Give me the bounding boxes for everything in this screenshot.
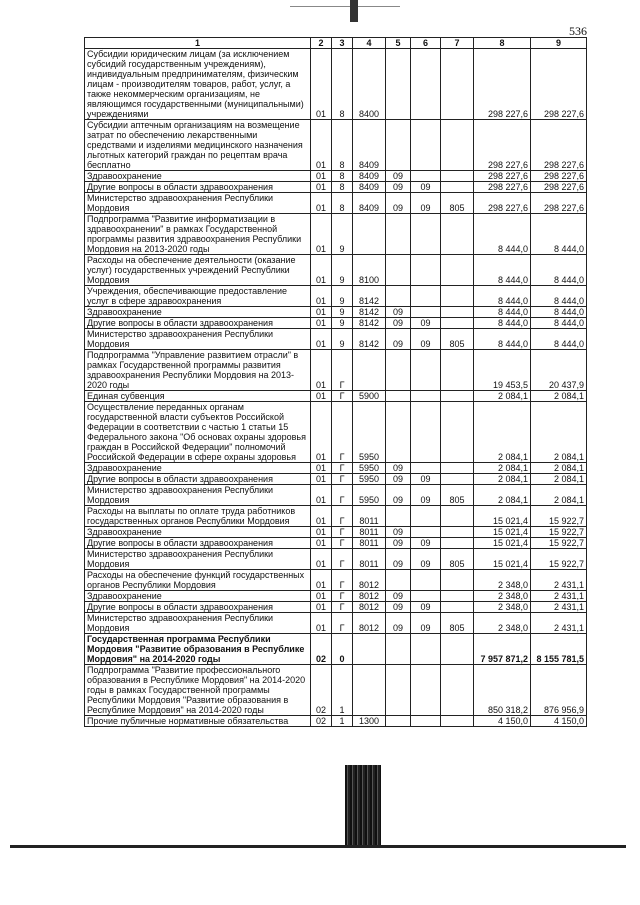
row-name-cell: Государственная программа Республики Мордовия "Развитие образования в Республике Мордовия" на 2014-2020 годы [85,634,311,665]
row-name-cell: Здравоохранение [85,591,311,602]
scan-artifact-mark [350,0,358,22]
code-subprogram-cell: Г [332,391,353,402]
code-ministry-cell [441,634,474,665]
code-subsection-cell [411,463,441,474]
scan-artifact-bottom-line [10,845,626,848]
header-cell: 6 [411,38,441,49]
code-section-cell: 09 [386,538,411,549]
amount-year2-cell: 20 437,9 [531,350,587,391]
table-row [85,318,587,329]
code-section-cell: 09 [386,182,411,193]
amount-year2-cell: 2 431,1 [531,602,587,613]
code-section-cell: 09 [386,329,411,350]
code-subsection-cell: 09 [411,193,441,214]
code-subsection-cell [411,214,441,255]
row-name-cell: Здравоохранение [85,307,311,318]
code-program-cell: 01 [311,307,332,318]
code-subsection-cell [411,171,441,182]
code-section-cell [386,391,411,402]
code-program-cell: 02 [311,665,332,716]
code-subprogram-cell: 9 [332,286,353,307]
amount-year2-cell: 2 084,1 [531,474,587,485]
code-subprogram-cell: Г [332,538,353,549]
row-name-cell: Другие вопросы в области здравоохранения [85,318,311,329]
table-row [85,591,587,602]
code-program-cell: 01 [311,463,332,474]
row-name-cell: Подпрограмма "Управление развитием отрасли" в рамках Государственной программы развития здравоохранения Республики Мордовия на 2013-2020 годы [85,350,311,391]
code-ministry-cell [441,286,474,307]
code-program-cell: 01 [311,193,332,214]
row-name-cell: Подпрограмма "Развитие профессионального образования в Республике Мордовия" на 2014-2020 годы в рамках Государственной программы Республики Мордовия "Развитие образования в Республике Мордовия" на 2014-2020 годы [85,665,311,716]
code-subprogram-cell: 8 [332,171,353,182]
code-section-cell [386,506,411,527]
amount-year2-cell: 15 922,7 [531,506,587,527]
code-subsection-cell [411,665,441,716]
scan-artifact-blot [345,765,381,845]
code-direction-cell: 8012 [353,602,386,613]
code-program-cell: 01 [311,255,332,286]
row-name-cell: Министерство здравоохранения Республики Мордовия [85,549,311,570]
amount-year1-cell: 2 084,1 [474,485,531,506]
code-subsection-cell: 09 [411,318,441,329]
table-row [85,527,587,538]
table-row [85,307,587,318]
amount-year2-cell: 298 227,6 [531,120,587,171]
header-cell: 1 [85,38,311,49]
header-cell: 2 [311,38,332,49]
code-subsection-cell: 09 [411,474,441,485]
amount-year2-cell: 8 155 781,5 [531,634,587,665]
amount-year2-cell: 298 227,6 [531,193,587,214]
table-row [85,214,587,255]
code-direction-cell: 8409 [353,182,386,193]
table-row [85,634,587,665]
amount-year2-cell: 15 922,7 [531,527,587,538]
amount-year2-cell: 8 444,0 [531,214,587,255]
code-program-cell: 01 [311,49,332,120]
code-ministry-cell [441,402,474,463]
amount-year2-cell: 2 431,1 [531,613,587,634]
code-subprogram-cell: 1 [332,716,353,727]
table-row [85,49,587,120]
amount-year2-cell: 8 444,0 [531,318,587,329]
code-subsection-cell [411,591,441,602]
amount-year1-cell: 298 227,6 [474,193,531,214]
code-ministry-cell [441,255,474,286]
code-subprogram-cell: 8 [332,182,353,193]
header-cell: 5 [386,38,411,49]
code-subsection-cell [411,286,441,307]
amount-year1-cell: 2 084,1 [474,474,531,485]
code-ministry-cell: 805 [441,549,474,570]
amount-year2-cell: 8 444,0 [531,286,587,307]
amount-year1-cell: 2 084,1 [474,402,531,463]
table-row [85,402,587,463]
code-ministry-cell [441,120,474,171]
code-section-cell [386,402,411,463]
amount-year1-cell: 15 021,4 [474,549,531,570]
code-direction-cell: 8142 [353,318,386,329]
table-row [85,570,587,591]
code-direction-cell [353,350,386,391]
code-subprogram-cell: Г [332,570,353,591]
header-cell: 4 [353,38,386,49]
code-ministry-cell [441,591,474,602]
code-subsection-cell: 09 [411,602,441,613]
code-subprogram-cell: Г [332,602,353,613]
code-direction-cell: 8409 [353,193,386,214]
code-ministry-cell [441,391,474,402]
amount-year2-cell: 298 227,6 [531,182,587,193]
header-cell: 3 [332,38,353,49]
table-row [85,538,587,549]
amount-year1-cell: 2 084,1 [474,463,531,474]
row-name-cell: Другие вопросы в области здравоохранения [85,474,311,485]
code-section-cell [386,665,411,716]
code-ministry-cell [441,602,474,613]
code-subsection-cell [411,49,441,120]
code-subprogram-cell: Г [332,402,353,463]
code-direction-cell: 8142 [353,329,386,350]
amount-year1-cell: 2 084,1 [474,391,531,402]
code-subsection-cell [411,307,441,318]
code-section-cell [386,286,411,307]
code-direction-cell: 5950 [353,474,386,485]
code-section-cell: 09 [386,549,411,570]
row-name-cell: Расходы на обеспечение функций государственных органов Республики Мордовия [85,570,311,591]
code-subprogram-cell: Г [332,463,353,474]
amount-year1-cell: 8 444,0 [474,214,531,255]
code-ministry-cell [441,506,474,527]
code-direction-cell: 8409 [353,120,386,171]
amount-year1-cell: 8 444,0 [474,307,531,318]
code-direction-cell: 8100 [353,255,386,286]
code-subprogram-cell: Г [332,474,353,485]
amount-year1-cell: 15 021,4 [474,506,531,527]
amount-year1-cell: 8 444,0 [474,329,531,350]
code-section-cell: 09 [386,613,411,634]
code-subprogram-cell: Г [332,527,353,538]
amount-year1-cell: 2 348,0 [474,602,531,613]
amount-year1-cell: 2 348,0 [474,591,531,602]
row-name-cell: Расходы на обеспечение деятельности (оказание услуг) государственных учреждений Республики Мордовия [85,255,311,286]
amount-year2-cell: 8 444,0 [531,255,587,286]
code-subprogram-cell: Г [332,549,353,570]
code-subprogram-cell: Г [332,506,353,527]
code-ministry-cell: 805 [441,193,474,214]
code-section-cell [386,570,411,591]
table-row [85,255,587,286]
row-name-cell: Министерство здравоохранения Республики Мордовия [85,193,311,214]
code-ministry-cell [441,182,474,193]
row-name-cell: Другие вопросы в области здравоохранения [85,538,311,549]
row-name-cell: Расходы на выплаты по оплате труда работников государственных органов Республики Мордовия [85,506,311,527]
code-direction-cell: 8012 [353,613,386,634]
row-name-cell: Субсидии юридическим лицам (за исключением субсидий государственным учреждениям), индивидуальным предпринимателям, физическим лицам - производителям товаров, работ, услуг, а также некоммерческим организациям, не являющимся государственными (муниципальными) учреждениями [85,49,311,120]
code-subsection-cell [411,391,441,402]
code-subprogram-cell: 1 [332,665,353,716]
code-program-cell: 01 [311,602,332,613]
amount-year1-cell: 850 318,2 [474,665,531,716]
amount-year1-cell: 19 453,5 [474,350,531,391]
code-subprogram-cell: 0 [332,634,353,665]
code-section-cell: 09 [386,474,411,485]
code-subprogram-cell: Г [332,613,353,634]
amount-year1-cell: 8 444,0 [474,286,531,307]
code-section-cell [386,49,411,120]
code-program-cell: 01 [311,391,332,402]
amount-year1-cell: 7 957 871,2 [474,634,531,665]
code-section-cell: 09 [386,463,411,474]
code-ministry-cell [441,171,474,182]
table-row [85,286,587,307]
row-name-cell: Здравоохранение [85,463,311,474]
code-section-cell: 09 [386,591,411,602]
code-program-cell: 01 [311,182,332,193]
row-name-cell: Субсидии аптечным организациям на возмещение затрат по обеспечению лекарственными средствами и изделиями медицинского назначения льготных категорий граждан по рецептам врача бесплатно [85,120,311,171]
code-ministry-cell [441,570,474,591]
code-program-cell: 01 [311,286,332,307]
code-subsection-cell: 09 [411,538,441,549]
table-row [85,120,587,171]
budget-table [84,37,587,727]
code-ministry-cell: 805 [441,613,474,634]
amount-year2-cell: 298 227,6 [531,171,587,182]
code-direction-cell: 5950 [353,402,386,463]
amount-year1-cell: 298 227,6 [474,49,531,120]
amount-year1-cell: 2 348,0 [474,570,531,591]
code-ministry-cell: 805 [441,329,474,350]
code-ministry-cell [441,49,474,120]
amount-year2-cell: 4 150,0 [531,716,587,727]
code-program-cell: 01 [311,613,332,634]
row-name-cell: Здравоохранение [85,171,311,182]
table-row [85,350,587,391]
code-subsection-cell [411,402,441,463]
code-section-cell: 09 [386,485,411,506]
code-ministry-cell: 805 [441,485,474,506]
code-program-cell: 02 [311,634,332,665]
table-row [85,602,587,613]
code-subprogram-cell: 9 [332,318,353,329]
code-ministry-cell [441,350,474,391]
header-cell: 7 [441,38,474,49]
code-subsection-cell [411,255,441,286]
amount-year2-cell: 2 431,1 [531,591,587,602]
code-section-cell [386,120,411,171]
code-subsection-cell: 09 [411,613,441,634]
code-subprogram-cell: 9 [332,329,353,350]
table-row [85,485,587,506]
code-ministry-cell [441,538,474,549]
code-direction-cell [353,634,386,665]
code-direction-cell: 8011 [353,549,386,570]
code-program-cell: 01 [311,527,332,538]
code-direction-cell: 8011 [353,506,386,527]
code-section-cell: 09 [386,171,411,182]
amount-year2-cell: 8 444,0 [531,307,587,318]
table-header-row [85,38,587,49]
code-subprogram-cell: 9 [332,255,353,286]
code-subprogram-cell: 8 [332,193,353,214]
page-number: 536 [569,24,587,38]
code-program-cell: 01 [311,120,332,171]
code-section-cell [386,255,411,286]
code-direction-cell: 8142 [353,307,386,318]
amount-year1-cell: 8 444,0 [474,255,531,286]
code-direction-cell: 5950 [353,463,386,474]
code-subsection-cell: 09 [411,485,441,506]
amount-year1-cell: 298 227,6 [474,120,531,171]
table-row [85,549,587,570]
row-name-cell: Прочие публичные нормативные обязательства [85,716,311,727]
table-row [85,193,587,214]
table-row [85,171,587,182]
code-direction-cell: 5950 [353,485,386,506]
header-cell: 8 [474,38,531,49]
table-row [85,329,587,350]
code-ministry-cell [441,463,474,474]
code-ministry-cell [441,318,474,329]
row-name-cell: Подпрограмма "Развитие информатизации в здравоохранении" в рамках Государственной программы развития здравоохранения Республики Мордовия на 2013-2020 годы [85,214,311,255]
row-name-cell: Учреждения, обеспечивающие предоставление услуг в сфере здравоохранения [85,286,311,307]
code-section-cell: 09 [386,307,411,318]
amount-year2-cell: 298 227,6 [531,49,587,120]
amount-year2-cell: 2 084,1 [531,402,587,463]
code-section-cell [386,716,411,727]
code-direction-cell: 8011 [353,538,386,549]
amount-year1-cell: 15 021,4 [474,527,531,538]
row-name-cell: Другие вопросы в области здравоохранения [85,602,311,613]
table-row [85,506,587,527]
row-name-cell: Министерство здравоохранения Республики Мордовия [85,485,311,506]
amount-year1-cell: 8 444,0 [474,318,531,329]
amount-year2-cell: 2 431,1 [531,570,587,591]
code-program-cell: 01 [311,570,332,591]
code-ministry-cell [441,474,474,485]
code-subsection-cell [411,350,441,391]
code-subsection-cell: 09 [411,182,441,193]
code-subprogram-cell: 8 [332,49,353,120]
code-program-cell: 01 [311,350,332,391]
amount-year1-cell: 15 021,4 [474,538,531,549]
code-subprogram-cell: Г [332,591,353,602]
code-ministry-cell [441,527,474,538]
code-subsection-cell: 09 [411,329,441,350]
code-direction-cell: 8409 [353,171,386,182]
code-direction-cell: 8012 [353,591,386,602]
row-name-cell: Единая субвенция [85,391,311,402]
code-subsection-cell [411,506,441,527]
code-program-cell: 01 [311,214,332,255]
code-section-cell [386,634,411,665]
code-program-cell: 02 [311,716,332,727]
code-subsection-cell [411,570,441,591]
table-row [85,463,587,474]
code-program-cell: 01 [311,329,332,350]
row-name-cell: Осуществление переданных органам государственной власти субъектов Российской Федерации в соответствии с частью 1 статьи 15 Федерального закона "Об основах охраны здоровья граждан в Российской Федерации" полномочий Российской Федерации в сфере охраны здоровья [85,402,311,463]
code-program-cell: 01 [311,506,332,527]
row-name-cell: Здравоохранение [85,527,311,538]
amount-year1-cell: 2 348,0 [474,613,531,634]
code-subprogram-cell: 9 [332,214,353,255]
code-direction-cell: 1300 [353,716,386,727]
code-section-cell [386,214,411,255]
code-direction-cell: 8012 [353,570,386,591]
table-row [85,613,587,634]
row-name-cell: Министерство здравоохранения Республики Мордовия [85,613,311,634]
code-direction-cell: 8400 [353,49,386,120]
amount-year2-cell: 2 084,1 [531,463,587,474]
amount-year2-cell: 2 084,1 [531,391,587,402]
code-program-cell: 01 [311,538,332,549]
amount-year2-cell: 876 956,9 [531,665,587,716]
code-section-cell: 09 [386,193,411,214]
code-ministry-cell [441,665,474,716]
code-program-cell: 01 [311,171,332,182]
code-subsection-cell [411,527,441,538]
code-direction-cell [353,665,386,716]
code-section-cell: 09 [386,527,411,538]
code-direction-cell: 8142 [353,286,386,307]
code-program-cell: 01 [311,474,332,485]
code-section-cell: 09 [386,318,411,329]
table-row [85,665,587,716]
code-subprogram-cell: 9 [332,307,353,318]
code-subsection-cell [411,716,441,727]
amount-year2-cell: 8 444,0 [531,329,587,350]
code-ministry-cell [441,307,474,318]
code-direction-cell: 8011 [353,527,386,538]
table-row [85,716,587,727]
code-subsection-cell [411,634,441,665]
code-subprogram-cell: Г [332,485,353,506]
amount-year1-cell: 298 227,6 [474,182,531,193]
amount-year2-cell: 15 922,7 [531,549,587,570]
row-name-cell: Министерство здравоохранения Республики Мордовия [85,329,311,350]
row-name-cell: Другие вопросы в области здравоохранения [85,182,311,193]
code-program-cell: 01 [311,485,332,506]
code-program-cell: 01 [311,402,332,463]
code-section-cell: 09 [386,602,411,613]
code-ministry-cell [441,214,474,255]
scan-artifact-line [290,6,400,7]
amount-year1-cell: 4 150,0 [474,716,531,727]
code-program-cell: 01 [311,549,332,570]
amount-year2-cell: 15 922,7 [531,538,587,549]
header-cell: 9 [531,38,587,49]
code-subprogram-cell: Г [332,350,353,391]
table-row [85,391,587,402]
code-ministry-cell [441,716,474,727]
code-direction-cell [353,214,386,255]
amount-year1-cell: 298 227,6 [474,171,531,182]
code-section-cell [386,350,411,391]
code-program-cell: 01 [311,318,332,329]
code-subsection-cell [411,120,441,171]
code-direction-cell: 5900 [353,391,386,402]
code-subsection-cell: 09 [411,549,441,570]
table-row [85,182,587,193]
amount-year2-cell: 2 084,1 [531,485,587,506]
table-row [85,474,587,485]
code-subprogram-cell: 8 [332,120,353,171]
code-program-cell: 01 [311,591,332,602]
